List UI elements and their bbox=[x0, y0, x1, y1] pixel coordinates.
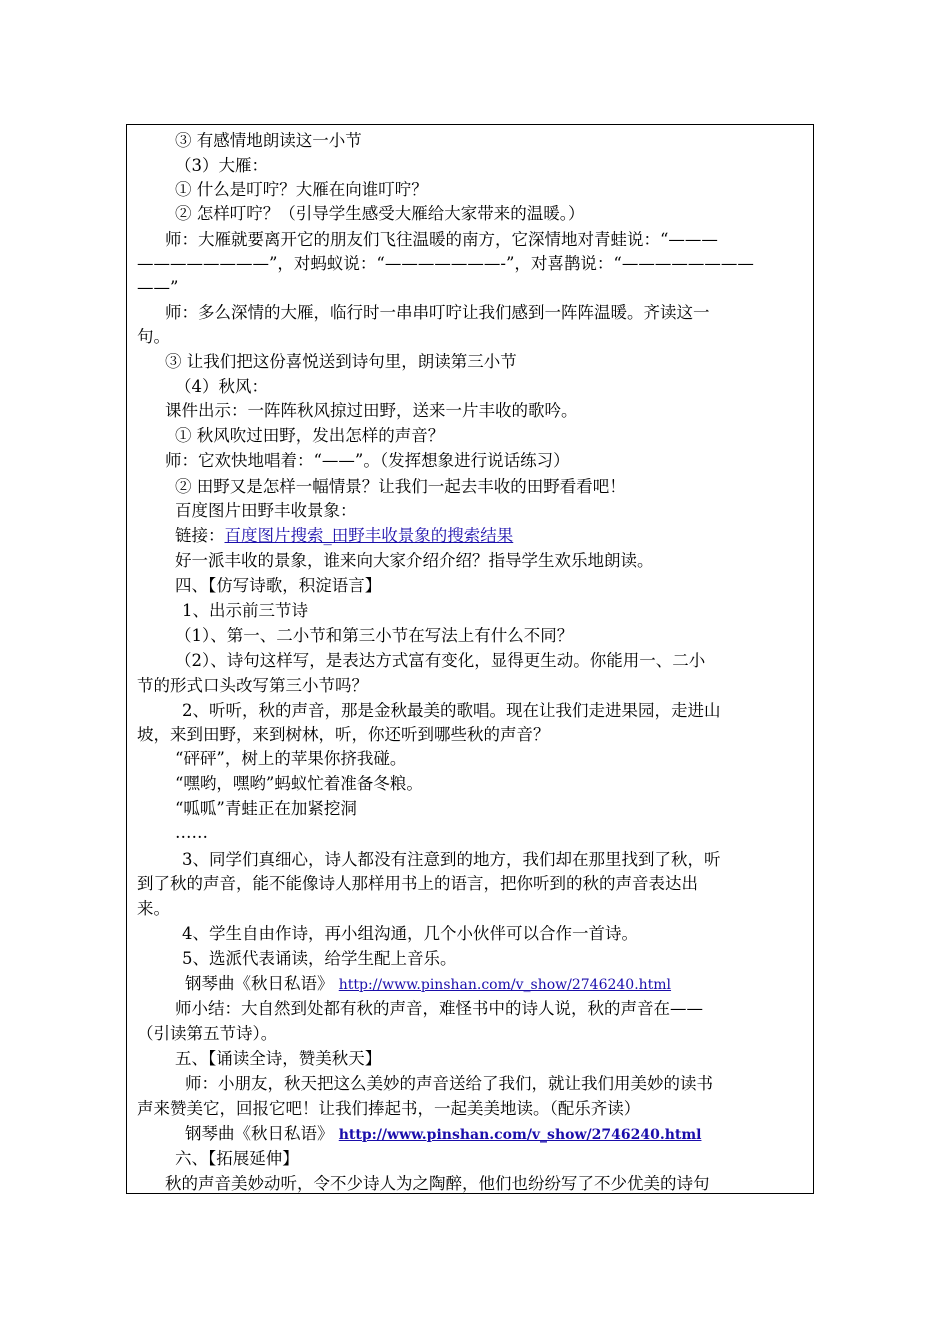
text-line: 节的形式口头改写第三小节吗？ bbox=[137, 676, 368, 695]
music-url-link[interactable]: http://www.pinshan.com/v_show/2746240.html bbox=[338, 1127, 702, 1143]
text-line: 师：它欢快地唱着：“——”。（发挥想象进行说话练习） bbox=[165, 451, 570, 470]
text-line: ① 什么是叮咛？大雁在向谁叮咛？ bbox=[175, 180, 428, 199]
section-heading: 五、【诵读全诗，赞美秋天】 bbox=[175, 1049, 382, 1068]
text-line: ② 怎样叮咛？（引导学生感受大雁给大家带来的温暖。） bbox=[175, 204, 585, 223]
text-line: 来。 bbox=[137, 899, 170, 918]
text-line: 坡，来到田野，来到树林，听，你还听到哪些秋的声音？ bbox=[137, 725, 550, 744]
text-line: 课件出示：一阵阵秋风掠过田野，送来一片丰收的歌吟。 bbox=[165, 401, 578, 420]
text-line: ② 田野又是怎样一幅情景？让我们一起去丰收的田野看看吧！ bbox=[175, 477, 626, 496]
text-line: 秋的声音美妙动听，令不少诗人为之陶醉，他们也纷纷写了不少优美的诗句 bbox=[165, 1174, 710, 1193]
text-line: （引读第五节诗）。 bbox=[137, 1024, 278, 1043]
link-label: 链接： bbox=[175, 526, 225, 545]
link-line bbox=[175, 523, 845, 548]
text-line: 1、出示前三节诗 bbox=[182, 601, 308, 620]
section-heading: 六、【拓展延伸】 bbox=[175, 1149, 299, 1168]
text-line: “砰砰”，树上的苹果你挤我碰。 bbox=[175, 749, 407, 768]
text-line: 师：大雁就要离开它的朋友们飞往温暖的南方，它深情地对青蛙说：“——— bbox=[165, 230, 718, 249]
text-line: 师小结：大自然到处都有秋的声音，难怪书中的诗人说，秋的声音在—— bbox=[175, 999, 703, 1018]
text-line: 师：小朋友，秋天把这么美妙的声音送给了我们，就让我们用美妙的读书 bbox=[185, 1074, 713, 1093]
section-heading: 四、【仿写诗歌，积淀语言】 bbox=[175, 576, 382, 595]
text-line: 百度图片田野丰收景象： bbox=[175, 501, 357, 520]
text-line: 2、听听，秋的声音，那是金秋最美的歌唱。现在让我们走进果园，走进山 bbox=[182, 701, 721, 720]
text-line: 句。 bbox=[137, 327, 170, 346]
text-line: 3、同学们真细心，诗人都没有注意到的地方，我们却在那里找到了秋，听 bbox=[182, 850, 721, 869]
text-line: 5、选派代表诵读，给学生配上音乐。 bbox=[182, 949, 457, 968]
music-title: 钢琴曲《秋日私语》 bbox=[185, 1124, 334, 1143]
text-line: 师：多么深情的大雁，临行时一串串叮咛让我们感到一阵阵温暖。齐读这一 bbox=[165, 303, 710, 322]
text-line: ————————”，对蚂蚁说：“———————-”，对喜鹊说：“———————— bbox=[137, 254, 754, 273]
text-line: （4）秋风： bbox=[175, 377, 268, 396]
text-line: ③ 让我们把这份喜悦送到诗句里，朗读第三小节 bbox=[165, 352, 517, 371]
text-line: ① 秋风吹过田野，发出怎样的声音？ bbox=[175, 426, 445, 445]
text-line: 声来赞美它，回报它吧！让我们捧起书，一起美美地读。（配乐齐读） bbox=[137, 1099, 641, 1118]
text-line: 4、学生自由作诗，再小组沟通，几个小伙伴可以合作一首诗。 bbox=[182, 924, 638, 943]
music-title: 钢琴曲《秋日私语》 bbox=[185, 974, 334, 993]
music-url-link[interactable]: http://www.pinshan.com/v_show/2746240.html bbox=[338, 977, 672, 993]
text-line: “嘿哟，嘿哟”蚂蚁忙着准备冬粮。 bbox=[175, 774, 423, 793]
text-line: （3）大雁： bbox=[175, 156, 268, 175]
music-line bbox=[185, 971, 855, 998]
text-line: ——” bbox=[137, 278, 179, 297]
baidu-image-search-link[interactable]: 百度图片搜索_田野丰收景象的搜索结果 bbox=[224, 526, 514, 545]
text-line: “呱呱”青蛙正在加紧挖洞 bbox=[175, 799, 357, 818]
text-line: （1）、第一、二小节和第三小节在写法上有什么不同？ bbox=[175, 626, 574, 645]
text-line: ③ 有感情地朗读这一小节 bbox=[175, 131, 362, 150]
music-line bbox=[185, 1121, 855, 1148]
text-line: 好一派丰收的景象，谁来向大家介绍介绍？指导学生欢乐地朗读。 bbox=[175, 551, 654, 570]
text-line: （2）、诗句这样写，是表达方式富有变化，显得更生动。你能用一、二小 bbox=[175, 651, 706, 670]
ellipsis: …… bbox=[175, 823, 208, 842]
text-line: 到了秋的声音，能不能像诗人那样用书上的语言，把你听到的秋的声音表达出 bbox=[137, 874, 698, 893]
